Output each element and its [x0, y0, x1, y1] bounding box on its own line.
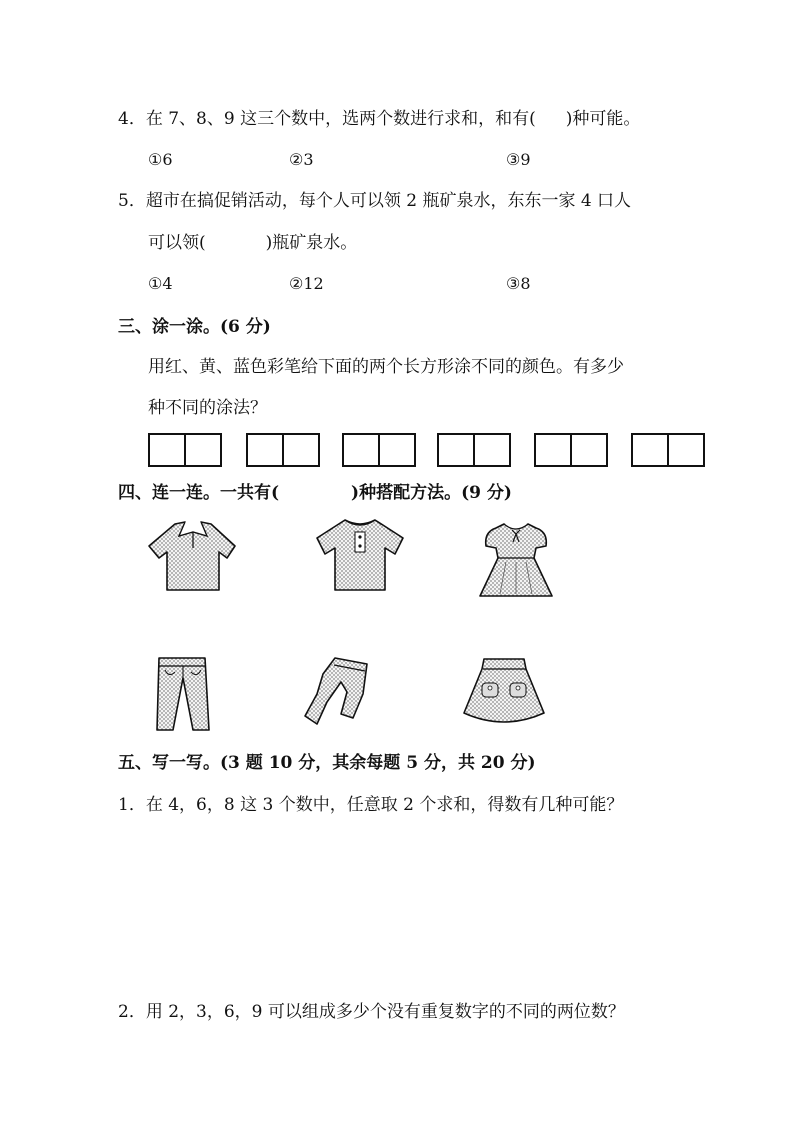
section-4-title: [118, 482, 512, 504]
q4-option-3[interactable]: ③9: [506, 150, 531, 169]
rectangle-pair-3[interactable]: [342, 433, 416, 467]
section-5-question-2: 2．用 2，3，6，9 可以组成多少个没有重复数字的不同的两位数？: [118, 1002, 625, 1022]
rectangle-left[interactable]: [536, 435, 570, 465]
q4-option-1[interactable]: ①6: [148, 150, 173, 169]
question-4-prefix: 4．在 7、8、9 这三个数中，选两个数进行求和，和有(: [118, 109, 536, 129]
polo-shirt-icon[interactable]: [145, 518, 241, 594]
long-pants-icon[interactable]: [151, 654, 213, 734]
rectangle-pair-6[interactable]: [631, 433, 705, 467]
q5-option-3[interactable]: ③8: [506, 274, 531, 293]
section-3-title: 三、涂一涂。(6 分): [118, 317, 271, 337]
rectangle-left[interactable]: [344, 435, 378, 465]
rectangle-left[interactable]: [439, 435, 473, 465]
rectangle-right[interactable]: [184, 435, 220, 465]
section-4-suffix: )种搭配方法。(9 分): [351, 483, 512, 503]
rectangle-right[interactable]: [282, 435, 318, 465]
rectangle-pair-2[interactable]: [246, 433, 320, 467]
rectangle-pair-4[interactable]: [437, 433, 511, 467]
question-5-suffix: )瓶矿泉水。: [265, 233, 358, 253]
dress-icon[interactable]: [476, 518, 556, 600]
section-4-prefix: 四、连一连。一共有(: [118, 483, 280, 503]
rectangle-left[interactable]: [248, 435, 282, 465]
question-4: [118, 108, 640, 130]
rectangle-right[interactable]: [570, 435, 606, 465]
q5-option-2[interactable]: ②12: [289, 274, 324, 293]
capri-pants-icon[interactable]: [301, 654, 377, 726]
rectangle-right[interactable]: [473, 435, 509, 465]
rectangle-left[interactable]: [150, 435, 184, 465]
q5-option-1[interactable]: ①4: [148, 274, 173, 293]
rectangle-right[interactable]: [667, 435, 703, 465]
question-5-prefix: 可以领(: [148, 233, 206, 253]
skirt-icon[interactable]: [458, 655, 550, 727]
section-3-text-2: 种不同的涂法？: [148, 398, 267, 418]
rectangle-pair-1[interactable]: [148, 433, 222, 467]
question-5-line-1: 5．超市在搞促销活动，每个人可以领 2 瓶矿泉水，东东一家 4 口人: [118, 191, 632, 211]
section-5-title: 五、写一写。(3 题 10 分，其余每题 5 分，共 20 分): [118, 753, 536, 773]
section-3-text-1: 用红、黄、蓝色彩笔给下面的两个长方形涂不同的颜色。有多少: [148, 357, 624, 377]
rectangle-pair-5[interactable]: [534, 433, 608, 467]
rectangle-right[interactable]: [378, 435, 414, 465]
question-5-line-2: [148, 232, 357, 254]
t-shirt-icon[interactable]: [311, 516, 409, 594]
section-5-question-1: 1．在 4，6，8 这 3 个数中，任意取 2 个求和，得数有几种可能？: [118, 795, 624, 815]
question-4-suffix: )种可能。: [565, 109, 641, 129]
q4-option-2[interactable]: ②3: [289, 150, 314, 169]
rectangle-left[interactable]: [633, 435, 667, 465]
